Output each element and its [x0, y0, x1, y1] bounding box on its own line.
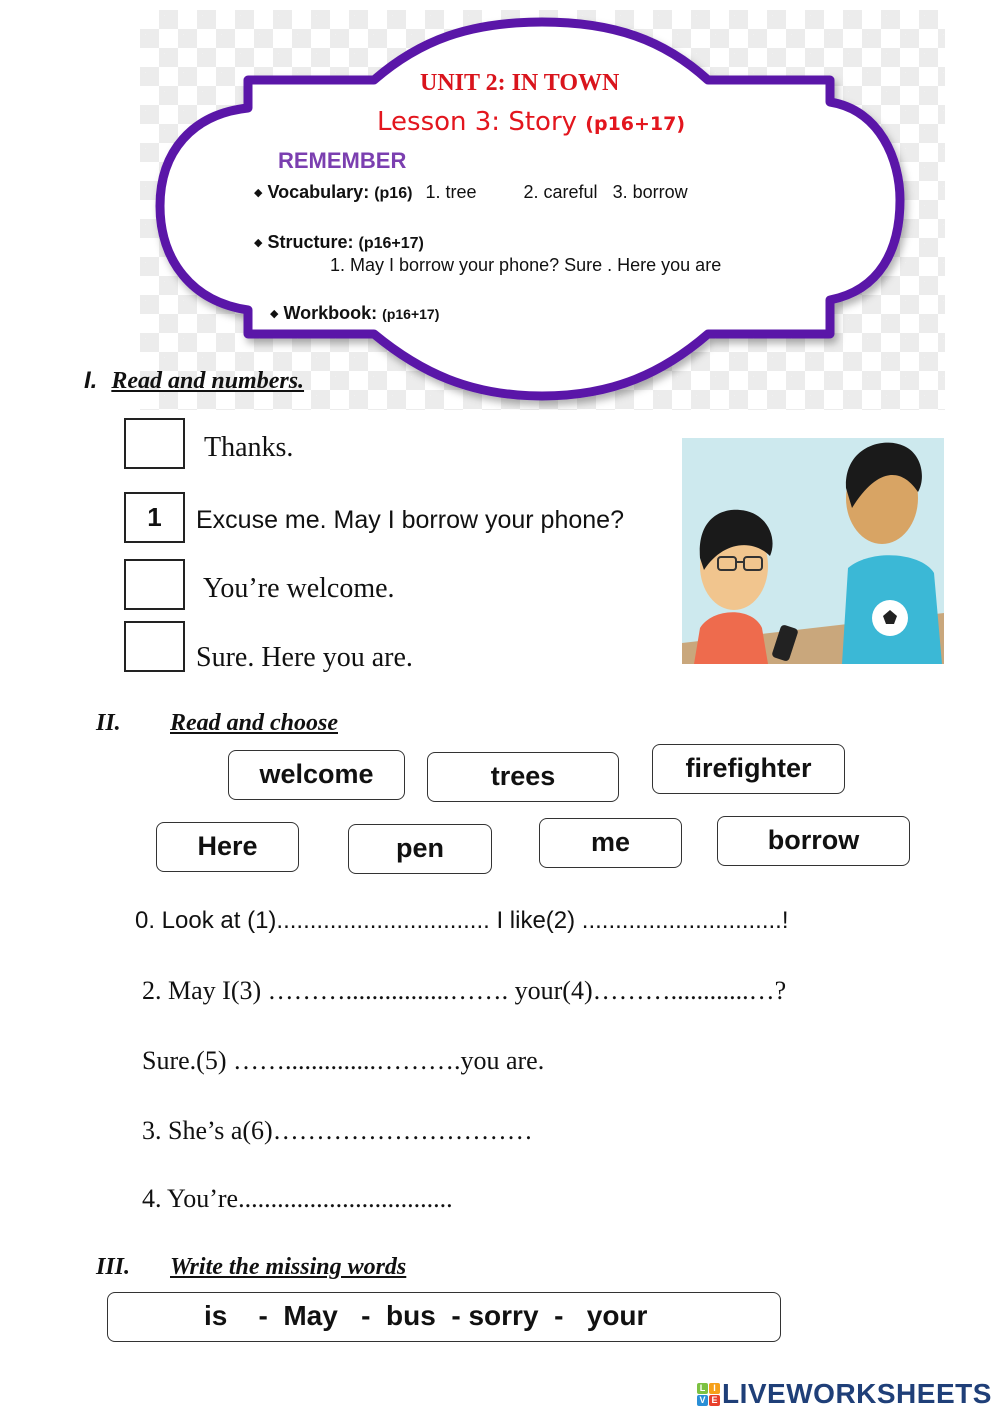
order-box-3[interactable] — [124, 559, 185, 610]
dialogue-line: Sure. Here you are. — [196, 642, 413, 673]
fill-sentence-0[interactable]: 0. Look at (1)................................ I like(2) ..............................! — [135, 907, 789, 934]
workbook-label: Workbook: — [283, 303, 378, 323]
fill-sentence-3[interactable]: 3. She’s a(6)………………………… — [142, 1116, 533, 1145]
logo-letter: I — [709, 1383, 720, 1394]
word-chip-trees[interactable]: trees — [427, 752, 619, 802]
logo-letter: E — [709, 1395, 720, 1406]
lesson-title — [377, 107, 685, 137]
order-box-4[interactable] — [124, 621, 185, 672]
vocabulary-label: Vocabulary: — [267, 182, 370, 202]
story-picture — [682, 438, 944, 664]
structure-line — [254, 232, 424, 253]
structure-pages: (p16+17) — [358, 235, 424, 252]
word-bank: is - May - bus - sorry - your — [107, 1292, 781, 1342]
unit-title: UNIT 2: IN TOWN — [420, 70, 620, 96]
word-chip-pen[interactable]: pen — [348, 824, 492, 874]
section2-heading — [96, 710, 338, 737]
workbook-line — [270, 303, 439, 324]
logo-letter: L — [697, 1383, 708, 1394]
logo-icon — [697, 1383, 720, 1406]
structure-label: Structure: — [267, 232, 354, 252]
dialogue-line: Thanks. — [204, 432, 294, 463]
word-chip-welcome[interactable]: welcome — [228, 750, 405, 800]
logo-letter: V — [697, 1395, 708, 1406]
logo-text: LIVEWORKSHEETS — [722, 1378, 992, 1409]
section3-title: Write the missing words — [170, 1254, 407, 1280]
vocabulary-item: 3. borrow — [612, 182, 688, 202]
word-chip-here[interactable]: Here — [156, 822, 299, 872]
lesson-title-text: Lesson 3: Story — [377, 107, 578, 137]
dialogue-line: Excuse me. May I borrow your phone? — [196, 506, 624, 534]
structure-item: 1. May I borrow your phone? Sure . Here you are — [330, 255, 722, 275]
two-boys-illustration — [682, 438, 944, 664]
diamond-bullet-icon: ◆ — [254, 237, 263, 249]
lesson-pages: (p16+17) — [585, 113, 686, 135]
diamond-bullet-icon: ◆ — [270, 308, 279, 320]
liveworksheets-logo — [697, 1378, 992, 1410]
remember-heading: REMEMBER — [278, 148, 407, 173]
word-chip-borrow[interactable]: borrow — [717, 816, 910, 866]
section3-heading — [96, 1254, 406, 1281]
section2-title: Read and choose — [170, 710, 338, 736]
vocabulary-item: 2. careful — [523, 182, 598, 202]
word-chip-me[interactable]: me — [539, 818, 682, 868]
section2-number: II. — [96, 710, 121, 736]
vocabulary-line — [254, 182, 688, 203]
dialogue-line: You’re welcome. — [203, 573, 395, 604]
section3-number: III. — [96, 1254, 131, 1280]
workbook-pages: (p16+17) — [382, 306, 440, 322]
section1-number: I. — [84, 367, 98, 394]
diamond-bullet-icon: ◆ — [254, 187, 263, 199]
section1-title: Read and numbers. — [111, 368, 305, 394]
order-box-2[interactable]: 1 — [124, 492, 185, 543]
fill-sentence-4[interactable]: 4. You’re................................. — [142, 1184, 453, 1213]
fill-sentence-2-answer[interactable]: Sure.(5) ……..............……….you are. — [142, 1046, 545, 1075]
word-chip-firefighter[interactable]: firefighter — [652, 744, 845, 794]
vocabulary-pages: (p16) — [374, 185, 413, 202]
fill-sentence-2[interactable]: 2. May I(3) ………................……. your(4)………............…? — [142, 976, 787, 1005]
section1-heading — [84, 367, 304, 395]
vocabulary-item: 1. tree — [425, 182, 477, 202]
order-box-1[interactable] — [124, 418, 185, 469]
